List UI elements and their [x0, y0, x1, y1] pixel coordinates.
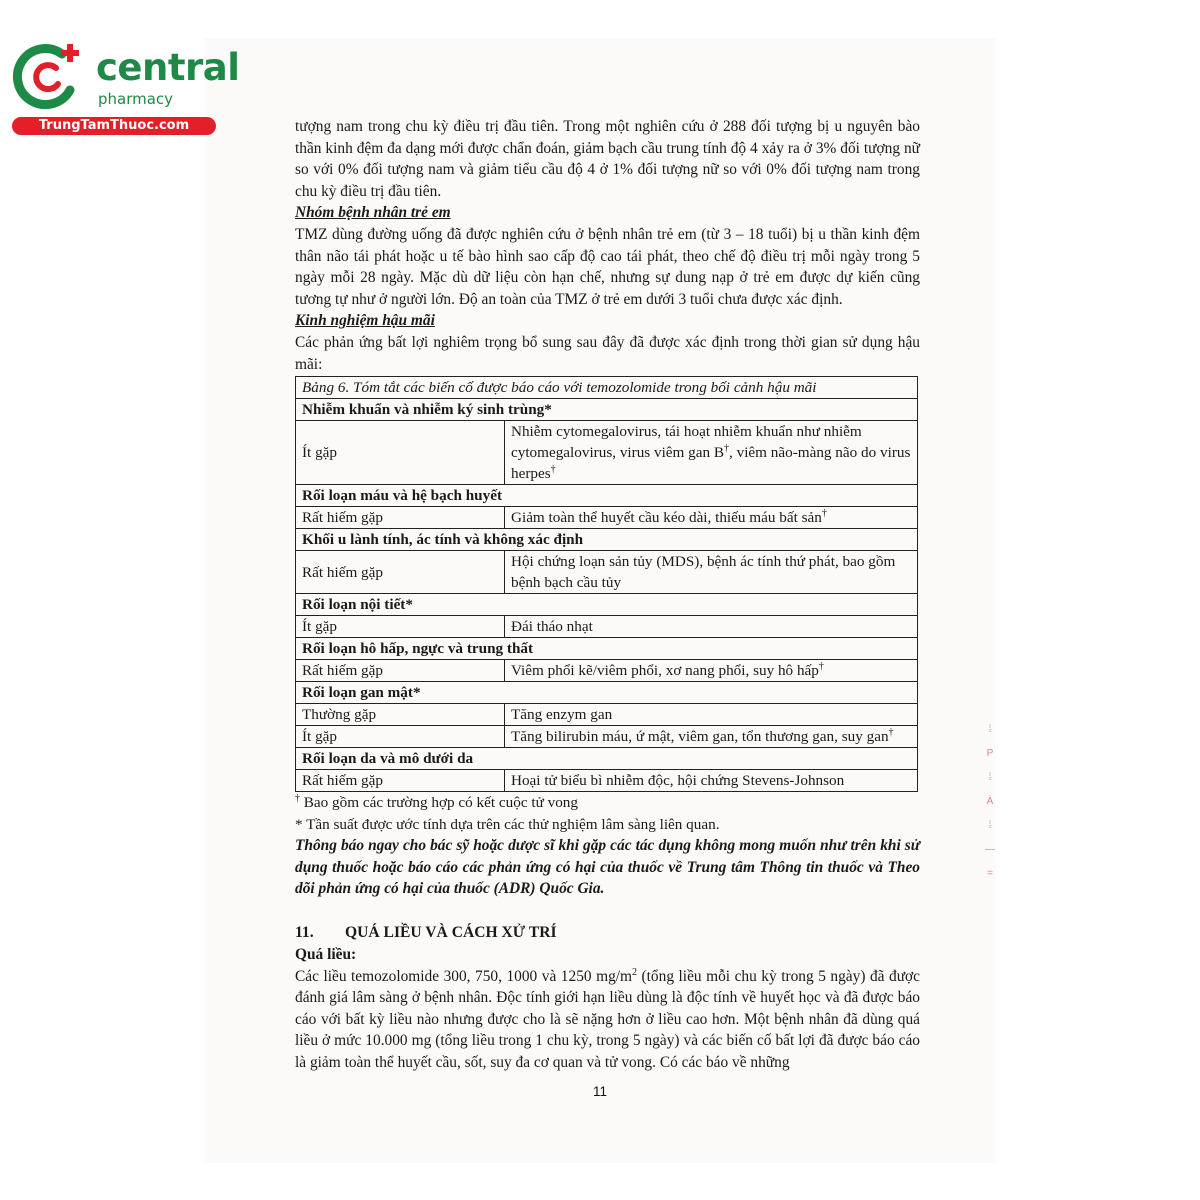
- group-title: Rối loạn da và mô dưới da: [296, 748, 918, 770]
- group-title: Rối loạn nội tiết*: [296, 594, 918, 616]
- table-caption: Bảng 6. Tóm tắt các biến cố được báo cáo với temozolomide trong bối cảnh hậu mãi: [296, 377, 918, 399]
- frequency-cell: Ít gặp: [296, 616, 505, 638]
- overdose-text: (tổng liều mỗi chu kỳ trong 5 ngày) đã được đánh giá lâm sàng ở bệnh nhân. Độc tính giới hạn liều dùng là độc tính về huyết học và đã được báo cáo với bất kỳ liều nào nhưng được cho là sẽ nặng hơn ở liều cao hơn. Một bệnh nhân đã dùng quá liều ở mức 10.000 mg (tổng liều trong 1 chu kỳ, trong 5 ngày) và các biến cố bất lợi đã được báo cáo là giảm toàn thể huyết cầu, sốt, suy đa cơ quan và tử vong. Có các báo về những: [295, 967, 921, 1071]
- group-title: Rối loạn hô hấp, ngực và trung thất: [296, 638, 918, 660]
- intro-paragraph: tượng nam trong chu kỳ điều trị đầu tiên. Trong một nghiên cứu ở 288 đối tượng bị u nguyên bào thần kinh đệm đa dạng mới được chẩn đoán, giảm bạch cầu trung tính độ 4 xảy ra ở 3% đối tượng nữ so với 0% đối tượng nam và giảm tiểu cầu độ 4 ở 1% đối tượng nữ so với 0% đối tượng nam trong chu kỳ điều trị đầu tiên.: [295, 118, 920, 200]
- event-text: Nhiễm cytomegalovirus, tái hoạt nhiễm khuẩn như nhiễm cytomegalovirus, virus viêm gan B: [511, 423, 862, 462]
- pediatric-paragraph: TMZ dùng đường uống đã được nghiên cứu ở bệnh nhân trẻ em (từ 3 – 18 tuổi) bị u thần kinh đệm thân não tái phát hoặc u tế bào hình sao cấp độ cao tái phát, theo chế độ điều trị mỗi ngày trong 5 ngày mỗi 28 ngày. Mặc dù dữ liệu còn hạn chế, nhưng sự dung nạp ở trẻ em được dự kiến cũng tương tự như ở người lớn. Độ an toàn của TMZ ở trẻ em dưới 3 tuổi chưa được xác định.: [295, 225, 920, 308]
- event-text: Viêm phổi kẽ/viêm phổi, xơ nang phổi, suy hô hấp: [511, 662, 819, 680]
- group-title: Nhiễm khuẩn và nhiễm ký sinh trùng*: [296, 399, 918, 421]
- dagger-mark: †: [550, 464, 556, 476]
- table-row: [296, 726, 918, 748]
- margin-stamp-mark: ⁞ Р ⁞ À ⁞ — =: [985, 724, 995, 879]
- table-group-row: [296, 399, 918, 421]
- table-row: [296, 770, 918, 792]
- frequency-cell: Ít gặp: [296, 726, 505, 748]
- superscript: 2: [632, 966, 638, 978]
- dagger-mark: †: [888, 727, 894, 739]
- logo-sub-text: pharmacy: [98, 90, 174, 108]
- dagger-mark: †: [818, 661, 824, 673]
- group-title: Rối loạn gan mật*: [296, 682, 918, 704]
- section-title: QUÁ LIỀU VÀ CÁCH XỬ TRÍ: [345, 923, 557, 941]
- event-cell: Đái tháo nhạt: [505, 616, 918, 638]
- event-text: Tăng bilirubin máu, ứ mật, viêm gan, tổn thương gan, suy gan: [511, 728, 889, 746]
- table-group-row: [296, 748, 918, 770]
- document-content: [295, 116, 920, 1073]
- frequency-cell: Rất hiếm gặp: [296, 660, 505, 682]
- group-title: Khối u lành tính, ác tính và không xác định: [296, 529, 918, 551]
- table-group-row: [296, 682, 918, 704]
- table-caption-row: [296, 377, 918, 399]
- overdose-subheading: Quá liều:: [295, 945, 357, 963]
- table-group-row: [296, 485, 918, 507]
- table-group-row: [296, 638, 918, 660]
- dagger-mark: †: [724, 443, 730, 455]
- event-cell: Tăng enzym gan: [505, 704, 918, 726]
- table-row: [296, 704, 918, 726]
- event-cell: Hoại tử biểu bì nhiễm độc, hội chứng Stevens-Johnson: [505, 770, 918, 792]
- pharmacy-cross-icon: [12, 40, 84, 112]
- postmarket-heading: Kinh nghiệm hậu mãi: [295, 312, 435, 330]
- table-row: [296, 660, 918, 682]
- dagger-footnote: [295, 792, 920, 814]
- logo-site-banner: TrungTamThuoc.com: [12, 117, 216, 135]
- section-heading: [295, 922, 920, 944]
- logo-brand-text: central: [96, 46, 240, 89]
- overdose-paragraph: [295, 966, 920, 1074]
- event-cell: [505, 421, 918, 485]
- postmarket-paragraph: Các phản ứng bất lợi nghiêm trọng bổ sung sau đây đã được xác định trong thời gian sử dụng hậu mãi:: [295, 333, 920, 373]
- frequency-cell: Thường gặp: [296, 704, 505, 726]
- event-cell: Hội chứng loạn sản tủy (MDS), bệnh ác tính thứ phát, bao gồm bệnh bạch cầu tủy: [505, 551, 918, 594]
- group-title: Rối loạn máu và hệ bạch huyết: [296, 485, 918, 507]
- event-text: , viêm não-màng não do virus herpes: [511, 444, 911, 483]
- frequency-cell: Ít gặp: [296, 421, 505, 485]
- table-row: [296, 551, 918, 594]
- section-number: 11.: [295, 923, 314, 941]
- frequency-cell: Rất hiếm gặp: [296, 507, 505, 529]
- star-footnote: * Tần suất được ước tính dựa trên các thử nghiệm lâm sàng liên quan.: [295, 815, 720, 833]
- pediatric-heading: Nhóm bệnh nhân trẻ em: [295, 204, 451, 222]
- event-text: Giảm toàn thể huyết cầu kéo dài, thiếu máu bất sản: [511, 509, 822, 527]
- dagger-mark: †: [821, 508, 827, 520]
- table-group-row: [296, 594, 918, 616]
- event-cell: [505, 507, 918, 529]
- table-group-row: [296, 529, 918, 551]
- table-row: [296, 616, 918, 638]
- dagger-footnote-text: Bao gồm các trường hợp có kết cuộc tử vong: [303, 794, 578, 812]
- event-cell: [505, 660, 918, 682]
- frequency-cell: Rất hiếm gặp: [296, 770, 505, 792]
- adverse-events-table: [295, 376, 918, 792]
- frequency-cell: Rất hiếm gặp: [296, 551, 505, 594]
- adr-warning: Thông báo ngay cho bác sỹ hoặc dược sĩ khi gặp các tác dụng không mong muốn như trên khi sử dụng thuốc hoặc báo cáo các phản ứng có hại của thuốc về Trung tâm Thông tin thuốc và Theo dõi phản ứng có hại của thuốc (ADR) Quốc Gia.: [295, 837, 920, 898]
- table-row: [296, 421, 918, 485]
- page-number: 11: [592, 1084, 607, 1099]
- overdose-text: Các liều temozolomide 300, 750, 1000 và 1250 mg/m: [295, 967, 633, 985]
- central-pharmacy-logo[interactable]: [8, 38, 240, 138]
- dagger-mark: †: [295, 793, 300, 805]
- table-row: [296, 507, 918, 529]
- event-cell: [505, 726, 918, 748]
